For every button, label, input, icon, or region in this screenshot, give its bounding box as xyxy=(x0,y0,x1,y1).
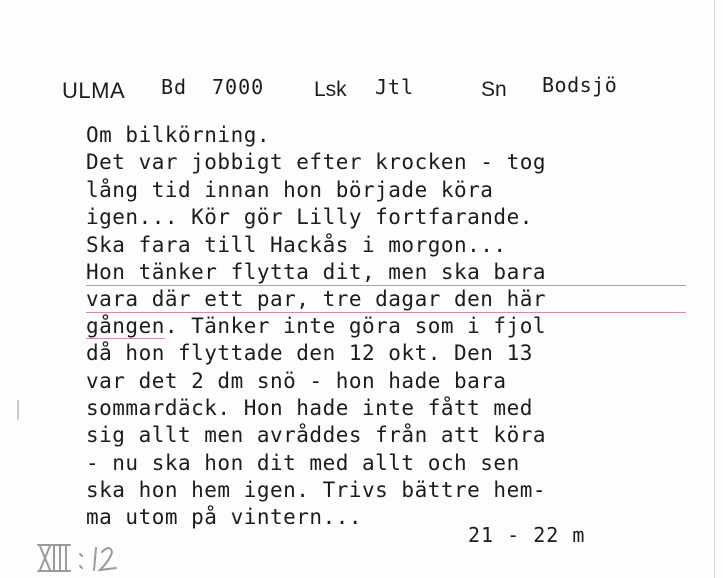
text-line: Det var jobbigt efter krocken - tog xyxy=(86,150,547,175)
archive-code: ULMA xyxy=(62,78,126,103)
page-reference: 21 - 22 m xyxy=(468,523,586,547)
card-body-text xyxy=(86,122,686,532)
parish-label: Sn xyxy=(481,78,507,101)
province-label: Lsk xyxy=(314,78,347,101)
text-line: var det 2 dm snö - hon hade bara xyxy=(86,368,507,393)
card-header xyxy=(0,70,723,104)
volume-number: 7000 xyxy=(212,75,265,99)
underlined-text-line: Hon tänker flytta dit, men ska bara xyxy=(86,259,686,286)
text-line: sig allt men avråddes från att köra xyxy=(86,423,547,448)
text-line: igen... Kör gör Lilly fortfarande. xyxy=(86,205,533,230)
text-line: sommardäck. Hon hade inte fått med xyxy=(86,395,533,420)
text-line: Ska fara till Hackås i morgon... xyxy=(86,232,507,257)
handwritten-archive-mark xyxy=(36,540,156,576)
underlined-text-line: vara där ett par, tre dagar den här xyxy=(86,286,686,313)
text-line xyxy=(86,313,686,340)
parish-value: Bodsjö xyxy=(542,73,618,97)
underlined-word: gången xyxy=(86,313,165,338)
text-line: ska hon hem igen. Trivs bättre hem- xyxy=(86,478,547,503)
text-line: Om bilkörning. xyxy=(86,123,271,147)
text-line-rest: . Tänker inte göra som i fjol xyxy=(164,313,547,338)
province-value: Jtl xyxy=(375,75,415,99)
text-line: lång tid innan hon började köra xyxy=(86,177,494,202)
text-line: då hon flyttade den 12 okt. Den 13 xyxy=(86,341,533,366)
text-line: ma utom på vintern... xyxy=(86,505,363,530)
volume-label: Bd xyxy=(161,75,188,99)
margin-mark xyxy=(16,400,20,420)
text-line: - nu ska hon dit med allt och sen xyxy=(86,450,520,475)
